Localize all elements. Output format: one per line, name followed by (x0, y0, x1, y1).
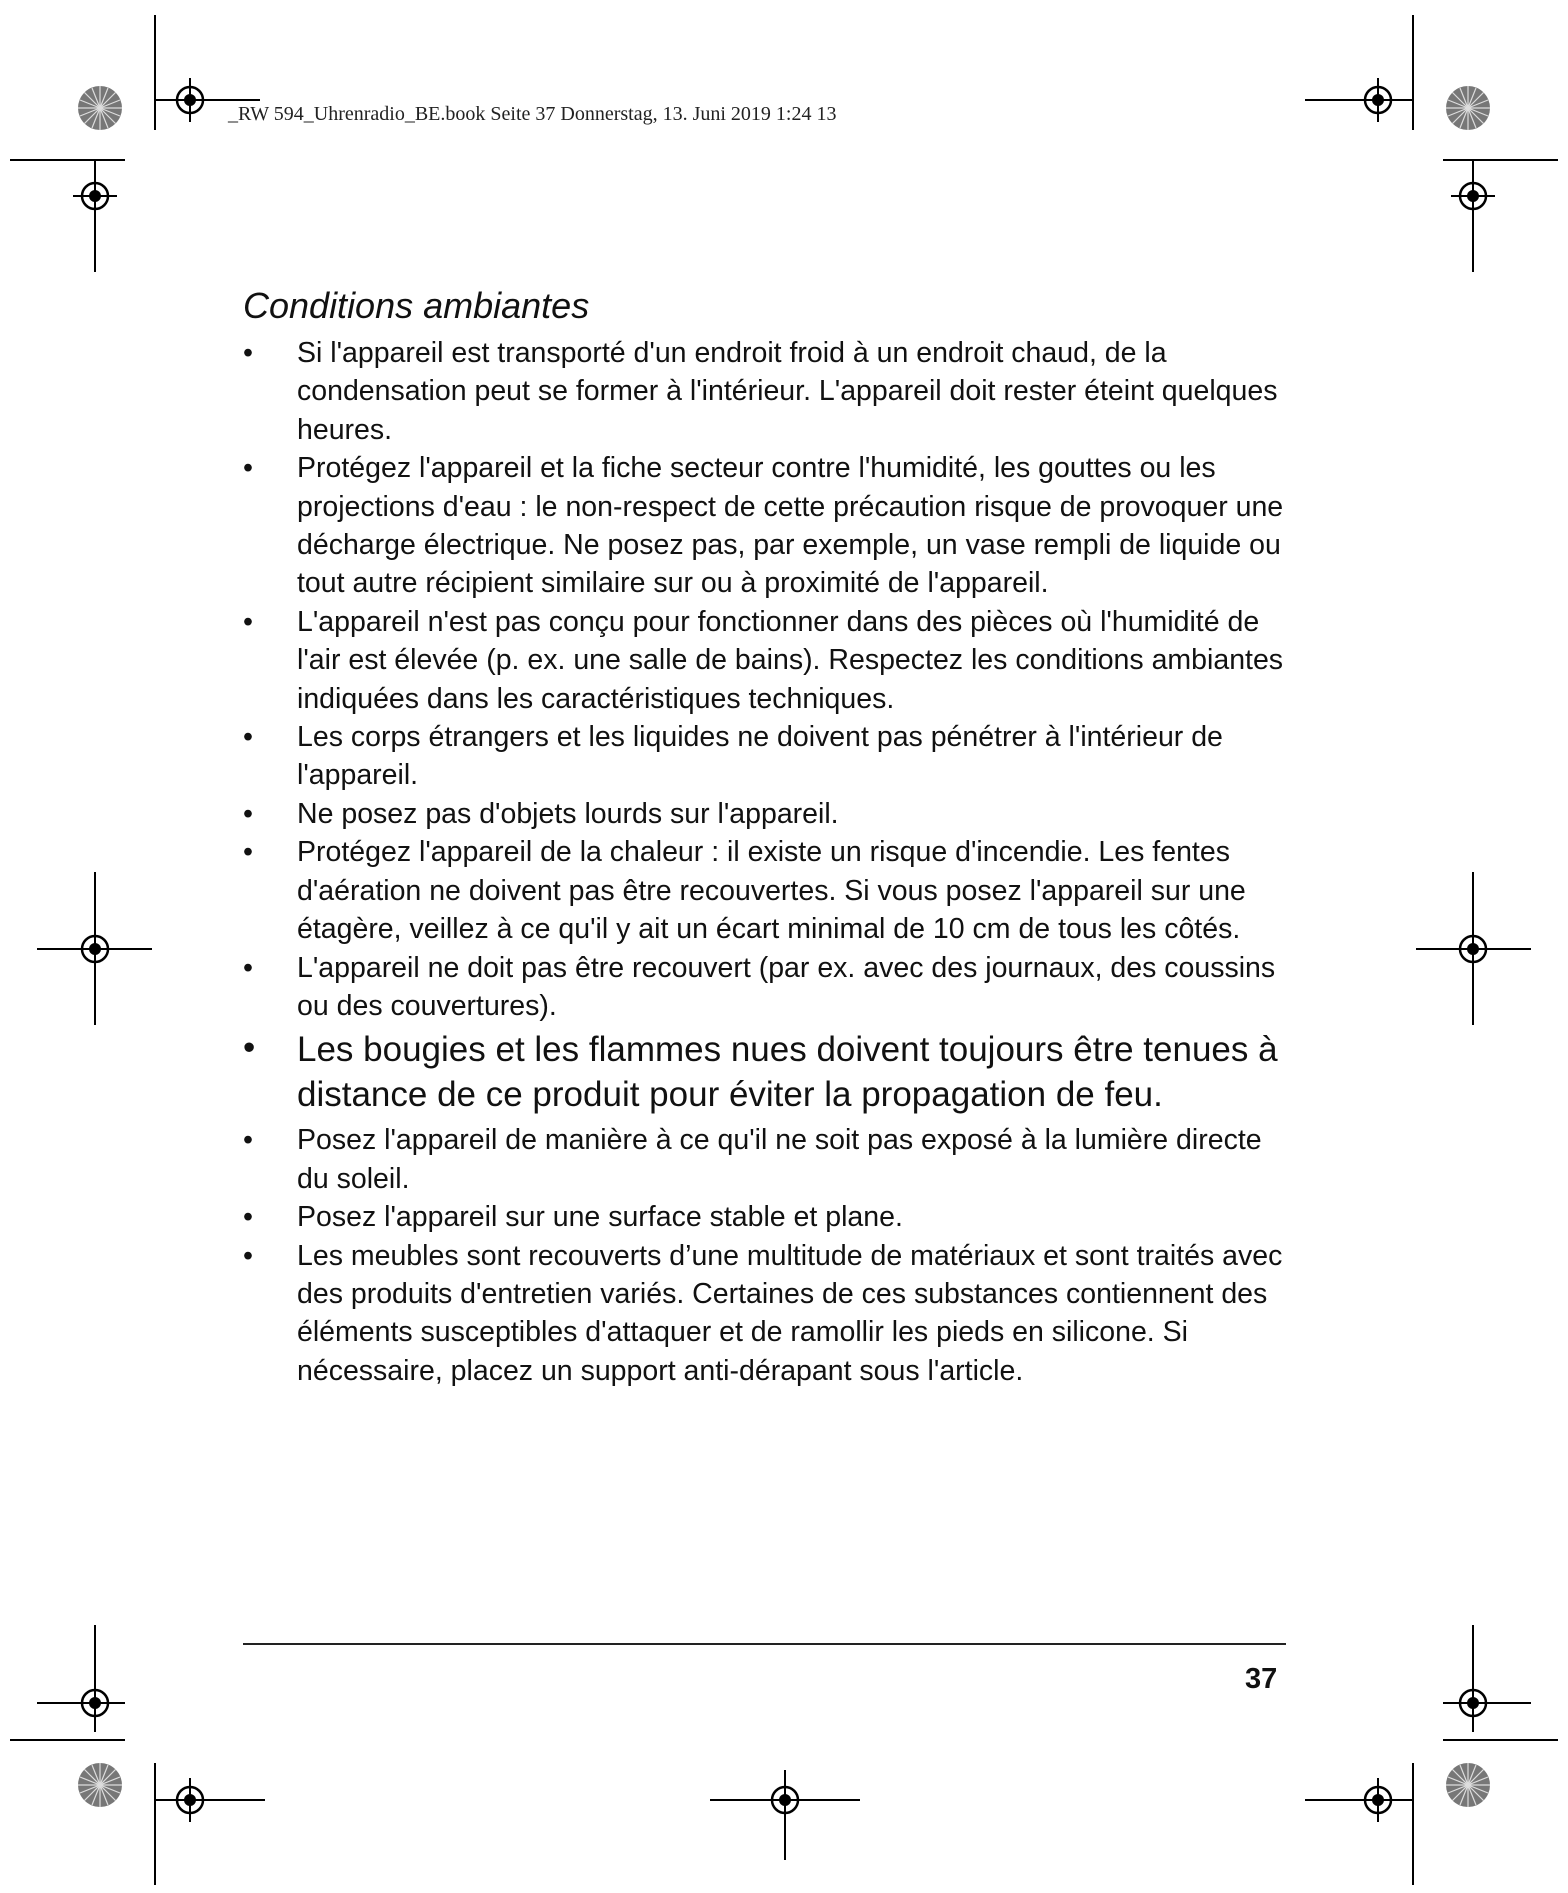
list-item: • L'appareil ne doit pas être recouvert (par ex. avec des journaux, des coussins ou des couvertures). (243, 951, 1276, 1022)
footer-rule (243, 1643, 1286, 1645)
color-wheel-mark (78, 86, 122, 130)
list-item: • Protégez l'appareil et la fiche secteur contre l'humidité, les gouttes ou les projections d'eau : le non-respect de cette précaution risque de provoquer une décharge électrique. Ne posez pas, par exemple, un vase rempli de liquide ou tout autre récipient similaire sur ou à proximité de l'appareil. (243, 452, 1284, 600)
list-item: • Posez l'appareil sur une surface stable et plane. (243, 1201, 903, 1234)
list-item: • Ne posez pas d'objets lourds sur l'appareil. (243, 797, 839, 830)
list-item: • Les meubles sont recouverts d’une multitude de matériaux et sont traités avec des produits d'entretien variés. Certaines de ces substances contiennent des éléments susceptibles d'attaquer et de ramollir les pieds en silicone. Si nécessaire, placez un support anti-dérapant sous l'article. (243, 1239, 1283, 1387)
section-heading: Conditions ambiantes (243, 285, 590, 326)
document-body (243, 282, 1288, 1390)
list-item: • Protégez l'appareil de la chaleur : il existe un risque d'incendie. Les fentes d'aération ne doivent pas être recouvertes. Si vous posez l'appareil sur une étagère, veillez à ce qu'il y ait un écart minimal de 10 cm de tous les côtés. (243, 836, 1246, 946)
print-slug: _RW 594_Uhrenradio_BE.book Seite 37 Donnerstag, 13. Juni 2019 1:24 13 (228, 103, 837, 125)
list-item: • Les corps étrangers et les liquides ne doivent pas pénétrer à l'intérieur de l'appareil. (243, 721, 1223, 792)
list-item: • L'appareil n'est pas conçu pour fonctionner dans des pièces où l'humidité de l'air est élevée (p. ex. une salle de bains). Respectez les conditions ambiantes indiquées dans les caractéristiques techniques. (243, 605, 1284, 715)
list-item: • Les bougies et les flammes nues doivent toujours être tenues à distance de ce produit pour éviter la propagation de feu. (243, 1028, 1278, 1115)
page-number: 37 (1245, 1663, 1278, 1695)
bullet-list (243, 334, 1288, 1390)
list-item: • Si l'appareil est transporté d'un endroit froid à un endroit chaud, de la condensation peut se former à l'intérieur. L'appareil doit rester éteint quelques heures. (243, 337, 1278, 446)
list-item: • Posez l'appareil de manière à ce qu'il ne soit pas exposé à la lumière directe du soleil. (243, 1124, 1262, 1195)
